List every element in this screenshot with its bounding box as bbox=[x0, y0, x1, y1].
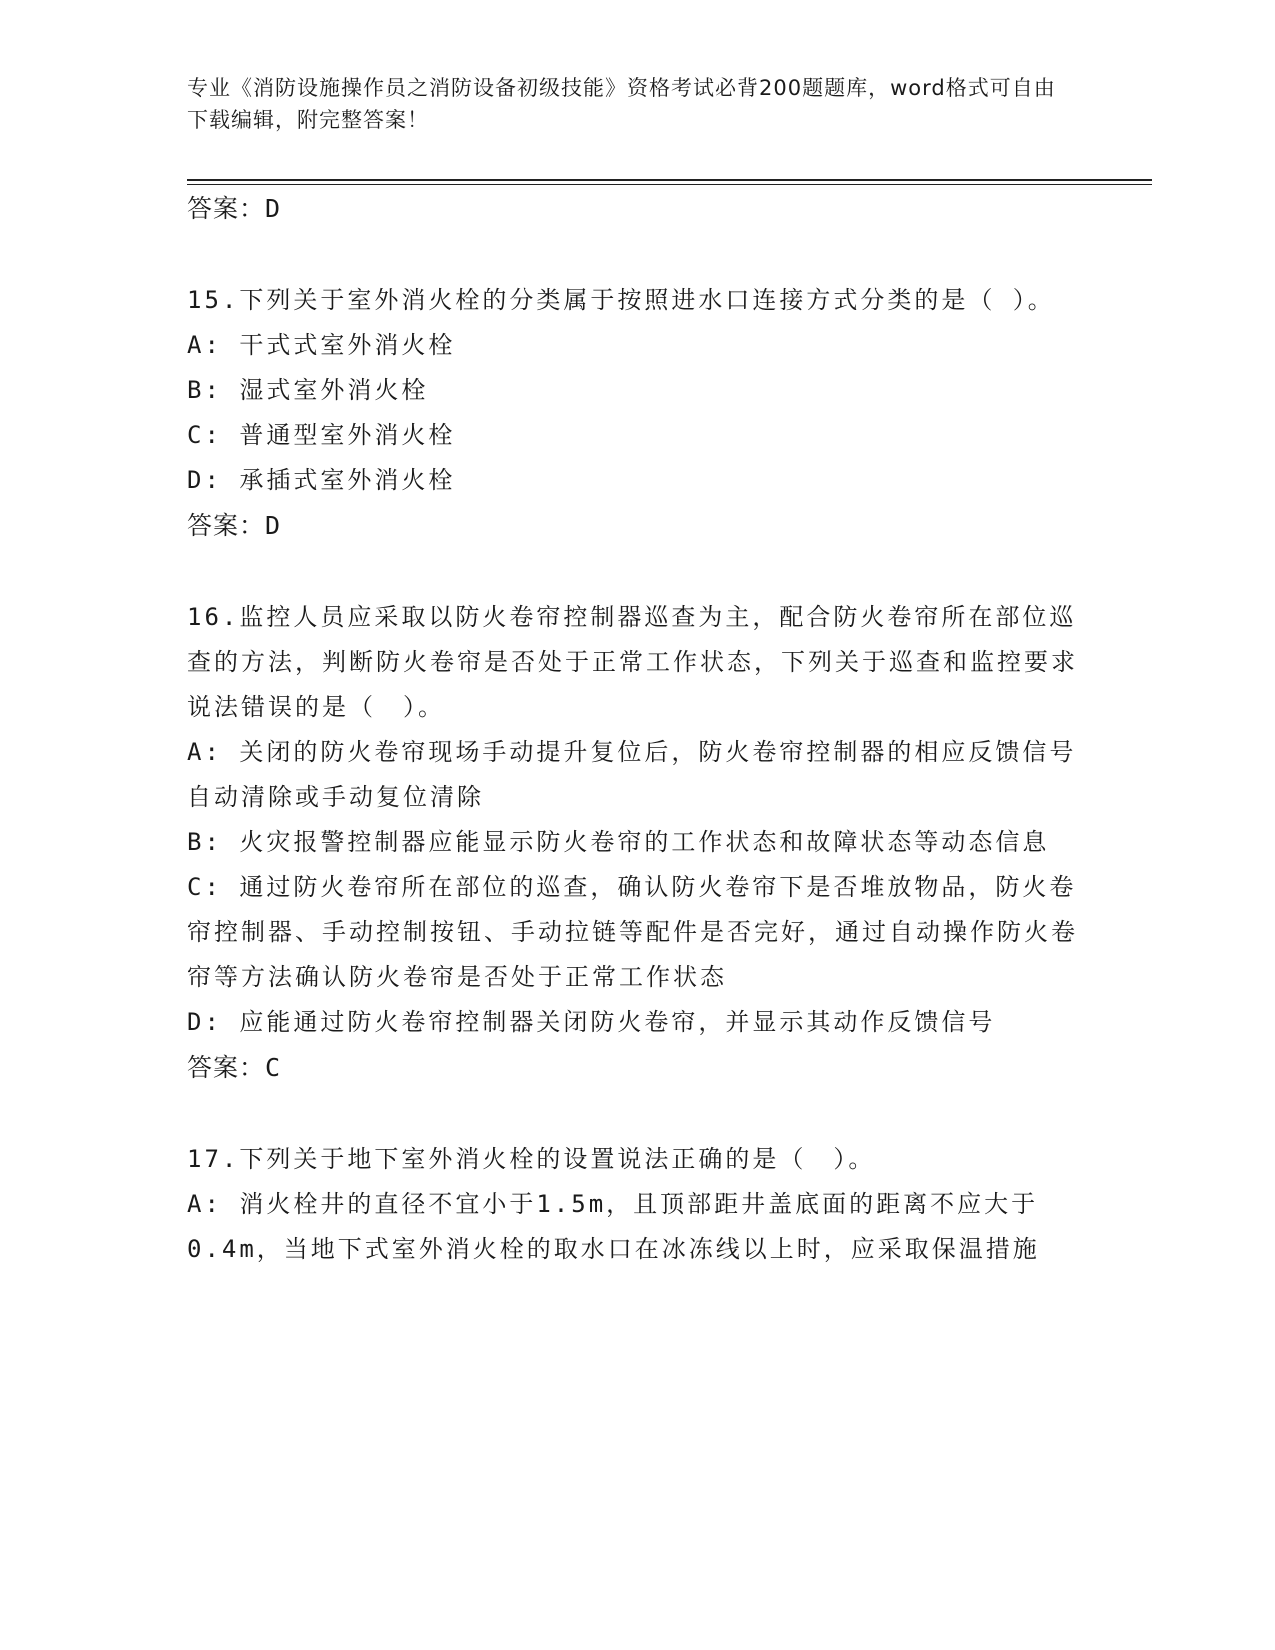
answer-value: C bbox=[265, 1053, 282, 1082]
answer-value: D bbox=[265, 194, 282, 223]
answer-value: D bbox=[265, 511, 282, 540]
question-stem: 16.监控人员应采取以防火卷帘控制器巡查为主，配合防火卷帘所在部位巡查的方法，判断防火卷帘是否处于正常工作状态，下列关于巡查和监控要求说法错误的是（ ）。 bbox=[187, 603, 1078, 721]
answer-label: 答案： bbox=[187, 194, 266, 223]
option-c: C: 通过防火卷帘所在部位的巡查，确认防火卷帘下是否堆放物品，防火卷帘控制器、手动控制按钮、手动拉链等配件是否完好，通过自动操作防火卷帘等方法确认防火卷帘是否处于正常工作状态 bbox=[187, 873, 1078, 991]
question-stem: 17.下列关于地下室外消火栓的设置说法正确的是（ ）。 bbox=[187, 1145, 876, 1173]
option-d: D: 承插式室外消火栓 bbox=[187, 466, 456, 494]
question-16 bbox=[187, 595, 1087, 1090]
document-body bbox=[187, 186, 1087, 1272]
question-17 bbox=[187, 1137, 1087, 1272]
answer-line bbox=[187, 503, 1087, 548]
header-divider-thin bbox=[187, 184, 1152, 185]
answer-label: 答案： bbox=[187, 1053, 266, 1082]
option-b: B: 火灾报警控制器应能显示防火卷帘的工作状态和故障状态等动态信息 bbox=[187, 828, 1050, 856]
option-a: A: 关闭的防火卷帘现场手动提升复位后，防火卷帘控制器的相应反馈信号自动清除或手动复位清除 bbox=[187, 738, 1077, 811]
answer-line bbox=[187, 186, 1087, 231]
answer-line bbox=[187, 1045, 1087, 1090]
answer-label: 答案： bbox=[187, 511, 266, 540]
option-c: C: 普通型室外消火栓 bbox=[187, 421, 456, 449]
page-header: 专业《消防设施操作员之消防设备初级技能》资格考试必背200题题库，word格式可自由下载编辑，附完整答案！ bbox=[187, 76, 1056, 132]
option-d: D: 应能通过防火卷帘控制器关闭防火卷帘，并显示其动作反馈信号 bbox=[187, 1008, 996, 1036]
option-a: A: 干式式室外消火栓 bbox=[187, 331, 456, 359]
option-a: A: 消火栓井的直径不宜小于1.5m，且顶部距井盖底面的距离不应大于0.4m，当地下式室外消火栓的取水口在冰冻线以上时，应采取保温措施 bbox=[187, 1190, 1040, 1263]
option-b: B: 湿式室外消火栓 bbox=[187, 376, 429, 404]
header-divider bbox=[187, 179, 1152, 181]
question-15 bbox=[187, 278, 1087, 548]
question-stem: 15.下列关于室外消火栓的分类属于按照进水口连接方式分类的是（ ）。 bbox=[187, 286, 1055, 314]
